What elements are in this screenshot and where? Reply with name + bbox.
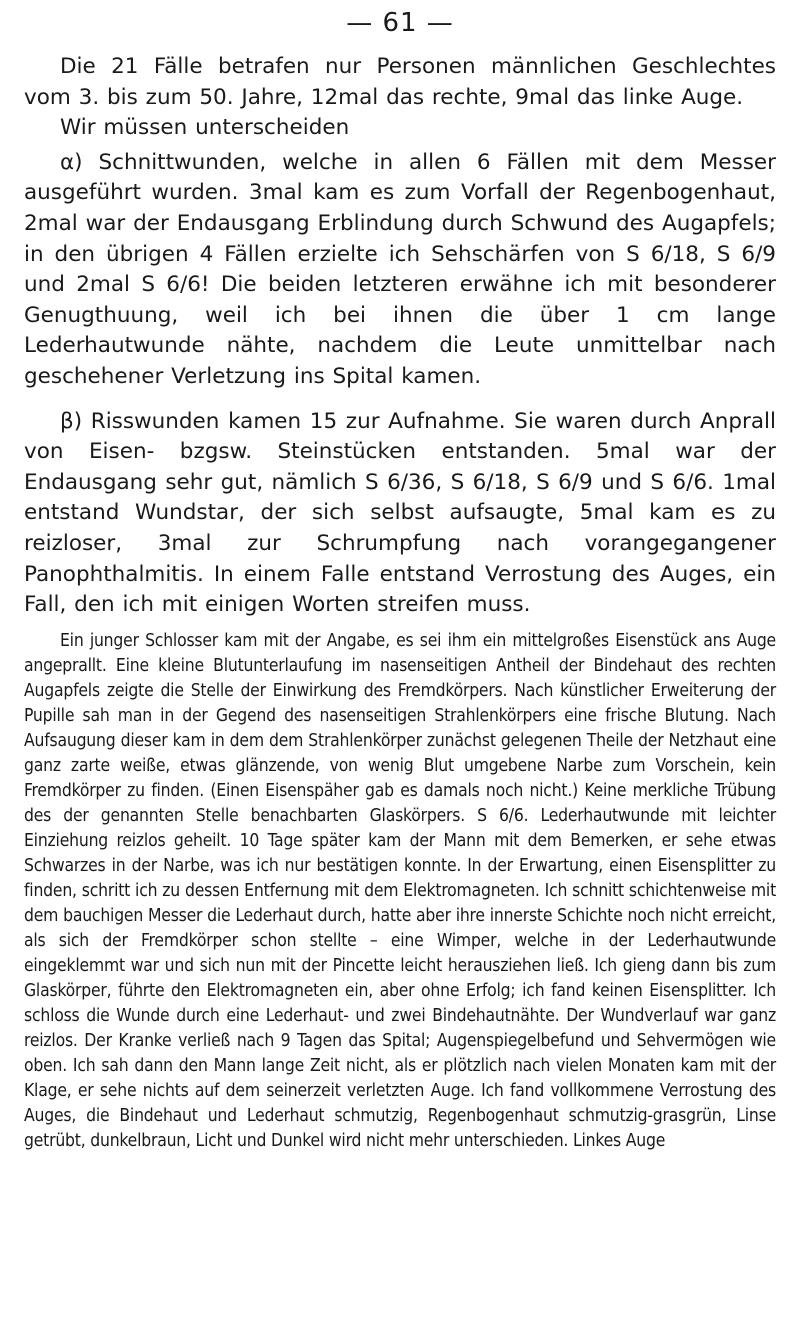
page-number: — 61 —	[346, 8, 454, 38]
paragraph-alpha-cut-wounds: α) Schnittwunden, welche in allen 6 Fällen mit dem Messer ausgeführt wurden. 3mal kam es zum Vorfall der Regenbogenhaut, 2mal war der Endausgang Erblindung durch Schwund des Augapfels; in den übrigen 4 Fällen erzielte ich Sehschärfen von S 6/18, S 6/9 und 2mal S 6/6! Die beiden letzteren erwähne ich mit besonderer Genugthuung, weil ich bei ihnen die über 1 cm lange Lederhautwunde nähte, nachdem die Leute unmittelbar nach geschehener Verletzung ins Spital kamen.	[24, 149, 776, 389]
paragraph-beta-tear-wounds: β) Risswunden kamen 15 zur Aufnahme. Sie waren durch Anprall von Eisen- bzgsw. Steinstücken entstanden. 5mal war der Endausgang sehr gut, nämlich S 6/36, S 6/18, S 6/9 und S 6/6. 1mal entstand Wundstar, der sich selbst aufsaugte, 5mal kam es zu reizloser, 3mal zur Schrumpfung nach vorangegangener Panophthalmitis. In einem Falle entstand Verrostung des Auges, ein Fall, den ich mit einigen Worten streifen muss.	[24, 408, 776, 618]
paragraph-distinguish: Wir müssen unterscheiden	[60, 115, 350, 141]
paragraph-intro: Die 21 Fälle betrafen nur Personen männlichen Geschlechtes vom 3. bis zum 50. Jahre, 12mal das rechte, 9mal das linke Auge.	[24, 54, 776, 110]
body-text	[24, 52, 776, 1154]
paragraph-case-report: Ein junger Schlosser kam mit der Angabe, es sei ihm ein mittelgroßes Eisenstück ans Auge angeprallt. Eine kleine Blutunterlaufung im nasenseitigen Antheil der Bindehaut des rechten Augapfels zeigte die Stelle der Einwirkung des Fremdkörpers. Nach künstlicher Erweiterung der Pupille sah man in der Gegend des nasenseitigen Strahlenkörpers eine frische Blutung. Nach Aufsaugung dieser kam in dem dem Strahlenkörper zunächst gelegenen Theile der Netzhaut eine ganz zarte weiße, etwas glänzende, von wenig Blut umgebene Narbe zum Vorschein, kein Fremdkörper zu finden. (Einen Eisenspäher gab es damals noch nicht.) Keine merkliche Trübung des der genannten Stelle benachbarten Glaskörpers. S 6/6. Lederhautwunde mit leichter Einziehung reizlos geheilt. 10 Tage später kam der Mann mit dem Bemerken, er sehe etwas Schwarzes in der Narbe, was ich nur bestätigen konnte. In der Erwartung, einen Eisensplitter zu finden, schritt ich zu dessen Entfernung mit dem Elektromagneten. Ich schnitt schichtenweise mit dem bauchigen Messer die Lederhaut durch, hatte aber ihre innerste Schichte noch nicht erreicht, als sich der Fremdkörper schon stellte – eine Wimper, welche in der Lederhautwunde eingeklemmt war und sich nun mit der Pincette leicht herausziehen ließ. Ich gieng dann bis zum Glaskörper, führte den Elektromagneten ein, aber ohne Erfolg; ich fand keinen Eisensplitter. Ich schloss die Wunde durch eine Lederhaut- und zwei Bindehautnähte. Der Wundverlauf war ganz reizlos. Der Kranke verließ nach 9 Tagen das Spital; Augenspiegelbefund und Sehvermögen wie oben. Ich sah dann den Mann lange Zeit nicht, als er plötzlich nach vielen Monaten kam mit der Klage, er sehe nichts auf dem seinerzeit verletzten Auge. Ich fand vollkommene Verrostung des Auges, die Bindehaut und Lederhaut schmutzig, Regenbogenhaut schmutzig-grasgrün, Linse getrübt, dunkelbraun, Licht und Dunkel wird nicht mehr unterschieden. Linkes Auge	[24, 630, 776, 1151]
